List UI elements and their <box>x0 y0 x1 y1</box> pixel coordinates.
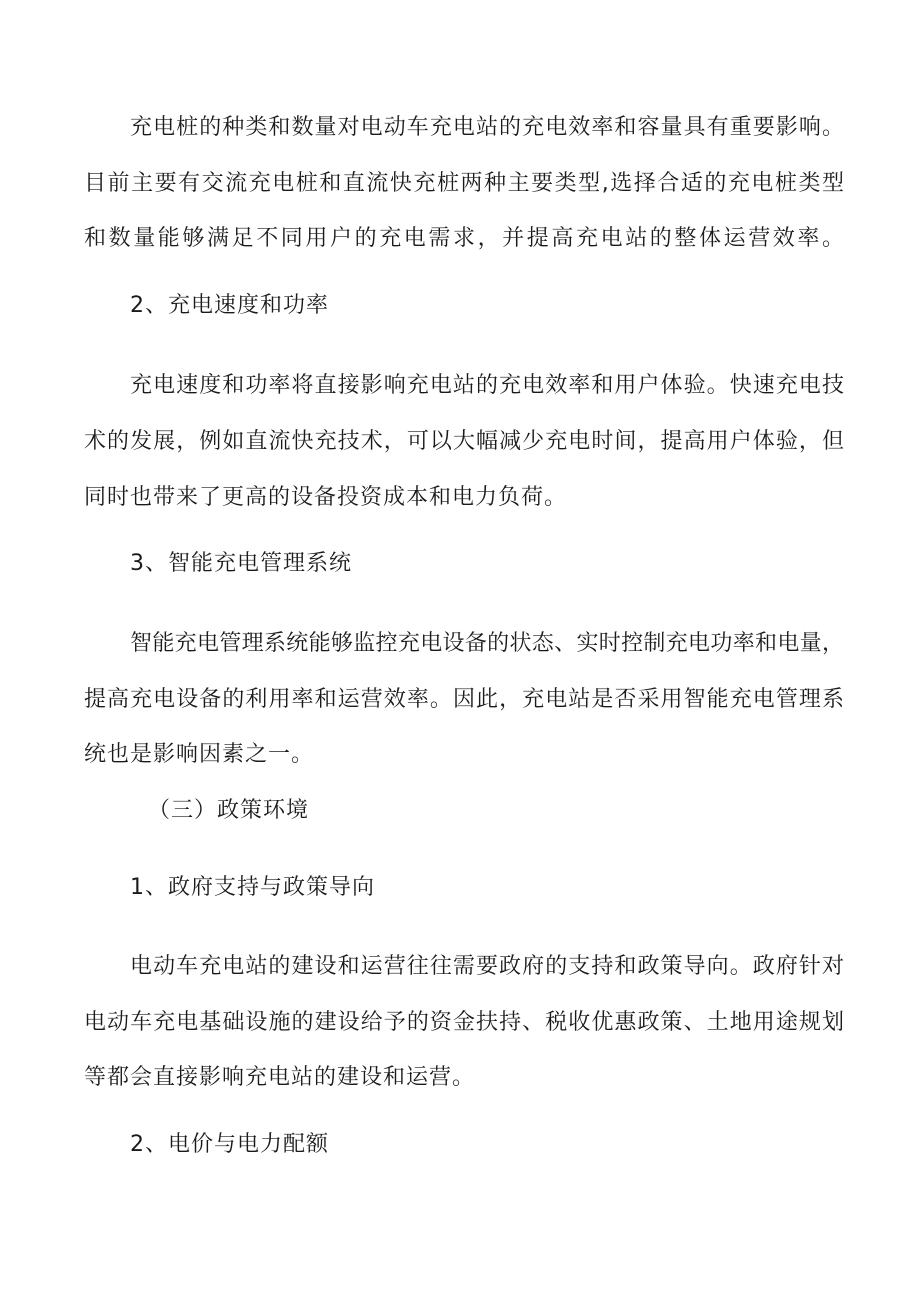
paragraph-line: 同时也带来了更高的设备投资成本和电力负荷。 <box>84 485 568 510</box>
subsection-title: （三）政策环境 <box>148 798 310 823</box>
paragraph-line: 和数量能够满足不同用户的充电需求，并提高充电站的整体运营效率。 <box>84 226 844 251</box>
paragraph-line: 电动车充电基础设施的建设给予的资金扶持、税收优惠政策、土地用途规划 <box>84 1010 844 1035</box>
section-heading: 2、充电速度和功率 <box>130 293 329 318</box>
paragraph-line: 智能充电管理系统能够监控充电设备的状态、实时控制充电功率和电量， <box>130 631 844 656</box>
paragraph-line: 提高充电设备的利用率和运营效率。因此，充电站是否采用智能充电管理系 <box>84 687 844 712</box>
paragraph-line: 术的发展，例如直流快充技术，可以大幅减少充电时间，提高用户体验，但 <box>84 429 844 454</box>
paragraph-line: 统也是影响因素之一。 <box>84 742 315 767</box>
paragraph-line: 电动车充电站的建设和运营往往需要政府的支持和政策导向。政府针对 <box>130 954 844 979</box>
paragraph-line: 目前主要有交流充电桩和直流快充桩两种主要类型,选择合适的充电桩类型 <box>84 171 844 196</box>
paragraph-line: 充电桩的种类和数量对电动车充电站的充电效率和容量具有重要影响。 <box>130 115 844 140</box>
section-heading: 1、政府支持与政策导向 <box>130 875 375 900</box>
paragraph-line: 充电速度和功率将直接影响充电站的充电效率和用户体验。快速充电技 <box>130 373 844 398</box>
section-heading: 2、电价与电力配额 <box>130 1132 329 1157</box>
paragraph-line: 等都会直接影响充电站的建设和运营。 <box>84 1065 476 1090</box>
section-heading: 3、智能充电管理系统 <box>130 551 352 576</box>
